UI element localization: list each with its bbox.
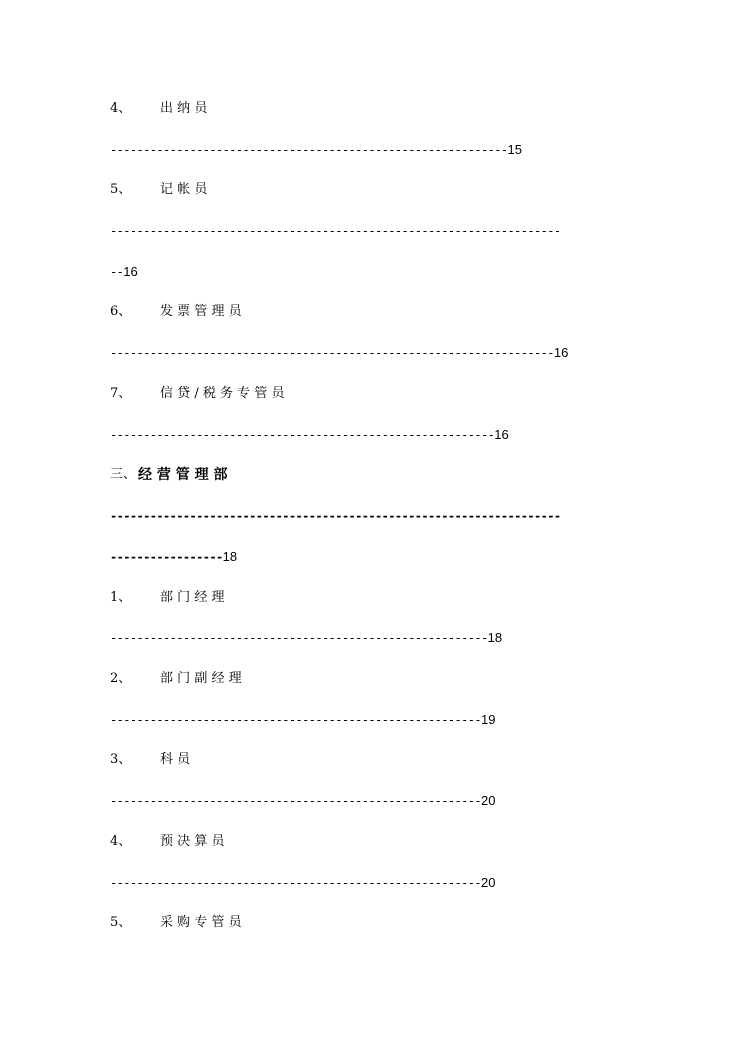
entry-title: 部 门 副 经 理	[160, 671, 242, 686]
dot-leader: --------------------------------------------------------	[110, 794, 481, 808]
section-number: 三、	[110, 467, 137, 482]
toc-leader-line	[110, 221, 632, 241]
toc-leader-line	[110, 710, 632, 730]
entry-number: 7、	[110, 386, 132, 401]
toc-entry-credit-tax-manager[interactable]	[110, 384, 632, 404]
page-number: 20	[480, 793, 496, 808]
toc-leader-line	[110, 425, 632, 445]
dot-leader: ----------------------------------------------------------	[110, 428, 495, 442]
entry-title: 发 票 管 理 员	[160, 304, 242, 319]
page-number: 16	[553, 345, 569, 360]
dot-leader: --------------------------------------------------------	[110, 713, 481, 727]
toc-section-operations-department[interactable]	[110, 465, 632, 485]
entry-title: 部 门 经 理	[160, 590, 225, 605]
toc-entry-cashier[interactable]	[110, 99, 632, 119]
entry-title: 预 决 算 员	[160, 834, 225, 849]
toc-leader-line	[110, 262, 632, 282]
toc-leader-line	[110, 506, 632, 526]
entry-title: 科 员	[160, 752, 191, 767]
entry-number: 4、	[110, 101, 132, 116]
toc-entry-clerk[interactable]	[110, 750, 632, 770]
entry-number: 3、	[110, 752, 132, 767]
toc-leader-line	[110, 873, 632, 893]
page-number: 16	[494, 427, 509, 442]
toc-entry-invoice-manager[interactable]	[110, 302, 632, 322]
section-title: 经 营 管 理 部	[138, 467, 228, 483]
page-number: 18	[487, 630, 503, 645]
dot-leader: -------------------------------------------------------------------	[110, 346, 554, 360]
dot-leader: -----------------	[110, 550, 223, 564]
dot-leader: --------------------------------------------------------------------	[110, 509, 561, 523]
entry-number: 5、	[110, 915, 132, 930]
entry-title: 信 贷 / 税 务 专 管 员	[160, 386, 285, 401]
entry-title: 记 帐 员	[160, 182, 208, 197]
dot-leader: --	[110, 265, 124, 279]
dot-leader: ------------------------------------------------------------	[110, 143, 508, 157]
page-number: 20	[480, 875, 496, 890]
page-number: 19	[480, 712, 496, 727]
toc-leader-line	[110, 628, 632, 648]
toc-leader-line	[110, 547, 632, 567]
entry-number: 2、	[110, 671, 132, 686]
toc-entry-department-manager[interactable]	[110, 588, 632, 608]
dot-leader: ---------------------------------------------------------	[110, 631, 488, 645]
page-number: 16	[123, 264, 138, 279]
toc-entry-budget-officer[interactable]	[110, 832, 632, 852]
page-number: 15	[507, 142, 522, 157]
toc-leader-line	[110, 140, 632, 160]
entry-number: 4、	[110, 834, 132, 849]
entry-number: 5、	[110, 182, 132, 197]
toc-entry-deputy-manager[interactable]	[110, 669, 632, 689]
toc-entry-procurement-manager[interactable]	[110, 913, 632, 933]
toc-leader-line	[110, 343, 632, 363]
dot-leader: --------------------------------------------------------------------	[110, 224, 561, 238]
entry-title: 采 购 专 管 员	[160, 915, 242, 930]
entry-number: 1、	[110, 590, 132, 605]
dot-leader: --------------------------------------------------------	[110, 876, 481, 890]
toc-leader-line	[110, 791, 632, 811]
entry-number: 6、	[110, 304, 132, 319]
toc-entry-bookkeeper[interactable]	[110, 180, 632, 200]
page-number: 18	[222, 549, 238, 564]
entry-title: 出 纳 员	[160, 101, 208, 116]
